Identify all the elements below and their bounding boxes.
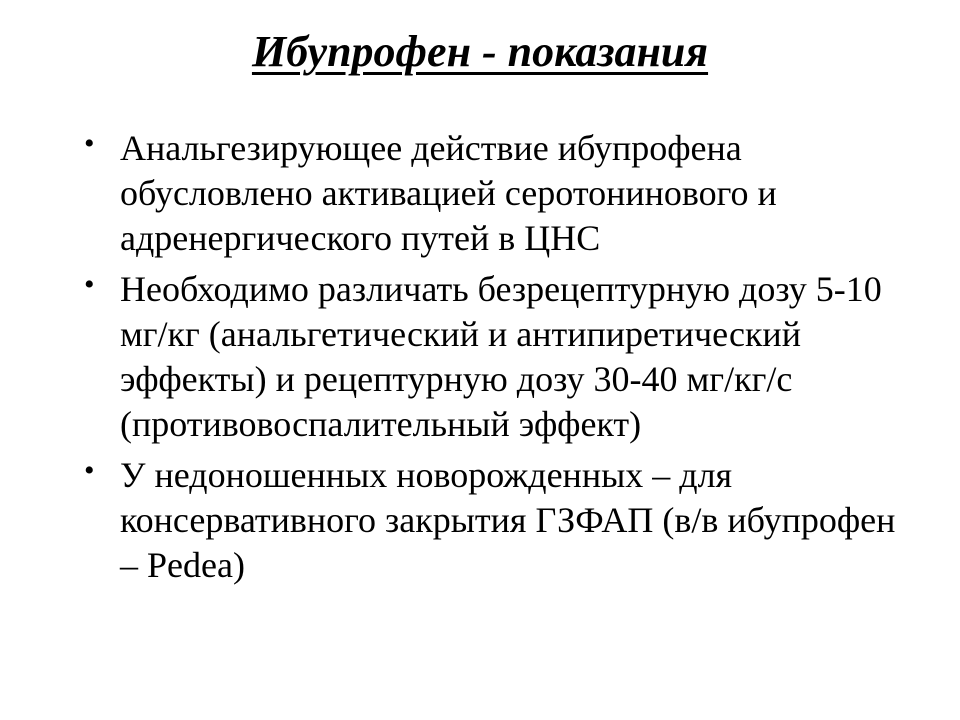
bullet-text: Анальгезирующее действие ибупрофена обусловлено активацией серотонинового и адренергического путей в ЦНС <box>120 128 777 258</box>
slide-title: Ибупрофен - показания <box>251 27 709 76</box>
bullet-icon: • <box>84 127 95 160</box>
bullet-item-dosage <box>84 267 914 447</box>
bullet-icon: • <box>84 454 95 487</box>
bullet-text: У недоношенных новорожденных – для консервативного закрытия ГЗФАП (в/в ибупрофен – Pedea) <box>120 455 896 585</box>
bullet-list <box>84 126 914 594</box>
bullet-item-analgesic-mechanism <box>84 126 914 261</box>
bullet-item-premature-newborns <box>84 453 914 588</box>
bullet-icon: • <box>84 268 95 301</box>
bullet-text: Необходимо различать безрецептурную дозу 5-10 мг/кг (анальгетический и антипиретический эффекты) и рецептурную дозу 30-40 мг/кг/с (противовоспалительный эффект) <box>120 269 882 444</box>
